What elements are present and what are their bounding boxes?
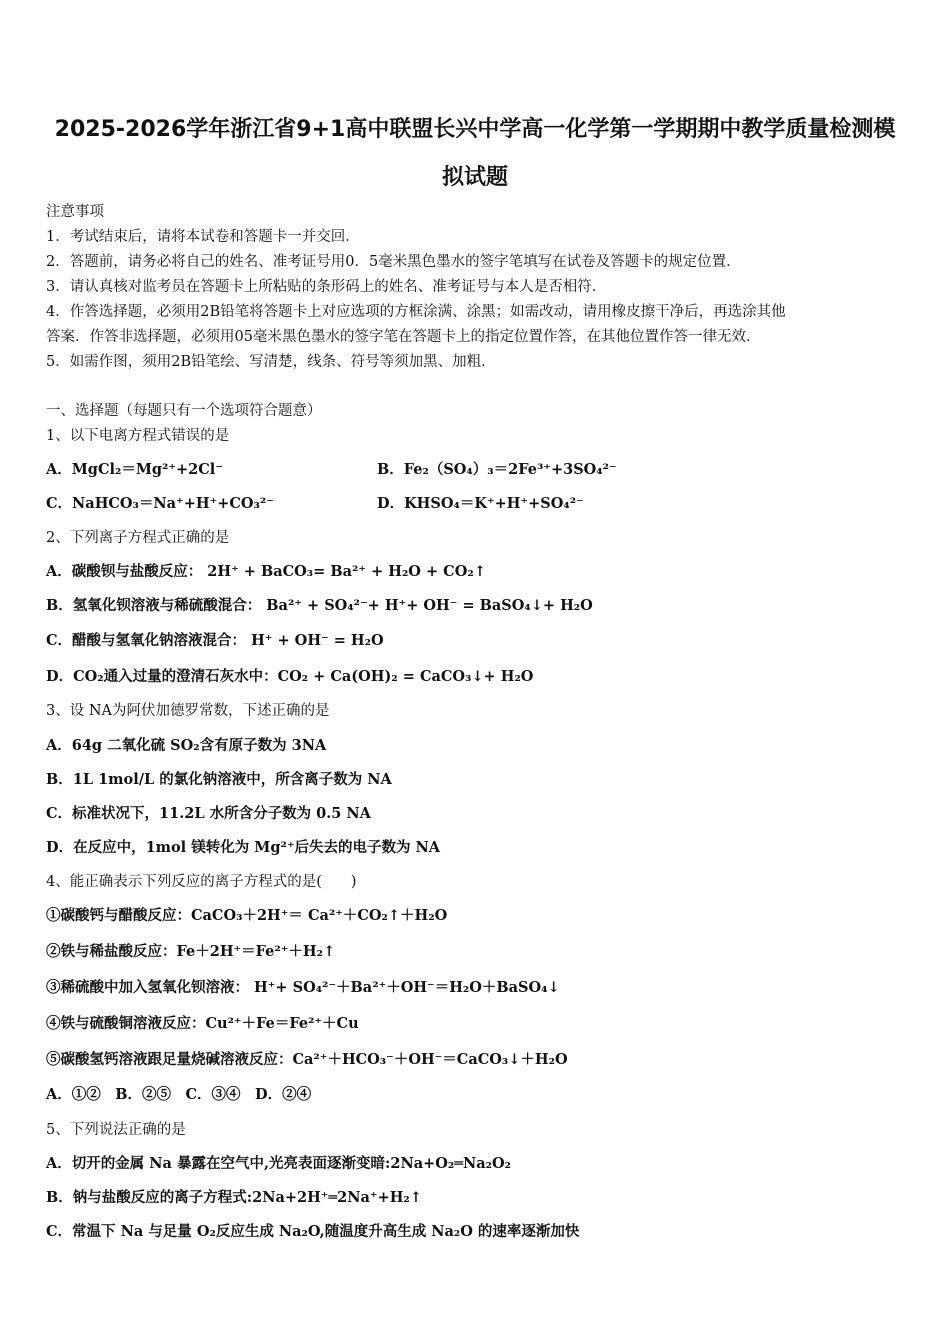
q2-option-a: A．碳酸钡与盐酸反应： 2H⁺ + BaCO₃= Ba²⁺ + H₂O + CO₂↑ <box>46 563 486 580</box>
q4-item: ②铁与稀盐酸反应：Fe＋2H⁺＝Fe²⁺＋H₂↑ <box>46 943 336 960</box>
notice-item: 3．请认真核对监考员在答题卡上所粘贴的条形码上的姓名、准考证号与本人是否相符． <box>46 279 607 295</box>
q1-option-a: A．MgCl₂＝Mg²⁺+2Cl⁻ <box>46 461 223 478</box>
q4-options: A．①② B．②⑤ C．③④ D．②④ <box>46 1086 312 1103</box>
q5-option-c: C．常温下 Na 与足量 O₂反应生成 Na₂O,随温度升高生成 Na₂O 的速率逐渐加快 <box>46 1223 580 1240</box>
q2-option-d: D．CO₂通入过量的澄清石灰水中：CO₂ + Ca(OH)₂ = CaCO₃↓+ H₂O <box>46 668 534 685</box>
q5-option-b: B．钠与盐酸反应的离子方程式:2Na+2H⁺═2Na⁺+H₂↑ <box>46 1189 422 1206</box>
notice-item: 4．作答选择题，必须用2B铅笔将答题卡上对应选项的方框涂满、涂黑；如需改动，请用橡皮擦干净后，再选涂其他 <box>46 304 786 320</box>
q3-option-b: B．1L 1mol/L 的氯化钠溶液中，所含离子数为 NA <box>46 771 392 788</box>
q4-stem: 4、能正确表示下列反应的离子方程式的是( ) <box>46 874 357 890</box>
q2-option-b: B．氢氧化钡溶液与稀硫酸混合： Ba²⁺ + SO₄²⁻+ H⁺+ OH⁻ = BaSO₄↓+ H₂O <box>46 597 593 614</box>
q4-item: ④铁与硫酸铜溶液反应：Cu²⁺＋Fe＝Fe²⁺＋Cu <box>46 1015 359 1032</box>
q4-item: ③稀硫酸中加入氢氧化钡溶液： H⁺+ SO₄²⁻＋Ba²⁺＋OH⁻＝H₂O＋BaSO₄↓ <box>46 979 560 996</box>
q3-option-c: C．标准状况下，11.2L 水所含分子数为 0.5 NA <box>46 805 371 822</box>
title-line-2: 拟试题 <box>441 165 508 190</box>
q1-stem: 1、以下电离方程式错误的是 <box>46 428 230 444</box>
section-heading: 一、选择题（每题只有一个选项符合题意） <box>46 403 322 419</box>
q3-option-a: A．64g 二氧化硫 SO₂含有原子数为 3NA <box>46 737 327 754</box>
notice-item: 2．答题前，请务必将自己的姓名、准考证号用0．5毫米黑色墨水的签字笔填写在试卷及答题卡的规定位置． <box>46 254 741 270</box>
q1-option-d: D．KHSO₄＝K⁺+H⁺+SO₄²⁻ <box>377 495 584 512</box>
q3-stem: 3、设 NA为阿伏加德罗常数，下述正确的是 <box>46 703 330 719</box>
title-line-1: 2025-2026学年浙江省9+1高中联盟长兴中学高一化学第一学期期中教学质量检测模 <box>54 117 896 142</box>
q1-option-c: C．NaHCO₃＝Na⁺+H⁺+CO₃²⁻ <box>46 495 274 512</box>
notice-item: 5．如需作图，须用2B铅笔绘、写清楚，线条、符号等须加黑、加粗． <box>46 354 496 370</box>
q4-item: ⑤碳酸氢钙溶液跟足量烧碱溶液反应：Ca²⁺＋HCO₃⁻＋OH⁻＝CaCO₃↓＋H₂O <box>46 1051 568 1068</box>
q4-item: ①碳酸钙与醋酸反应：CaCO₃＋2H⁺＝ Ca²⁺＋CO₂↑＋H₂O <box>46 907 448 924</box>
q3-option-d: D．在反应中，1mol 镁转化为 Mg²⁺后失去的电子数为 NA <box>46 839 441 856</box>
q5-stem: 5、下列说法正确的是 <box>46 1122 186 1138</box>
notice-item: 1．考试结束后，请将本试卷和答题卡一并交回． <box>46 229 360 245</box>
q2-stem: 2、下列离子方程式正确的是 <box>46 530 230 546</box>
q2-option-c: C．醋酸与氢氧化钠溶液混合： H⁺ + OH⁻ = H₂O <box>46 632 384 649</box>
notice-heading: 注意事项 <box>46 204 104 220</box>
notice-item: 答案．作答非选择题，必须用05毫米黑色墨水的签字笔在答题卡上的指定位置作答，在其他位置作答一律无效． <box>46 329 761 345</box>
q1-option-b: B．Fe₂（SO₄）₃＝2Fe³⁺+3SO₄²⁻ <box>377 461 617 478</box>
q5-option-a: A．切开的金属 Na 暴露在空气中,光亮表面逐渐变暗:2Na+O₂═Na₂O₂ <box>46 1155 511 1172</box>
